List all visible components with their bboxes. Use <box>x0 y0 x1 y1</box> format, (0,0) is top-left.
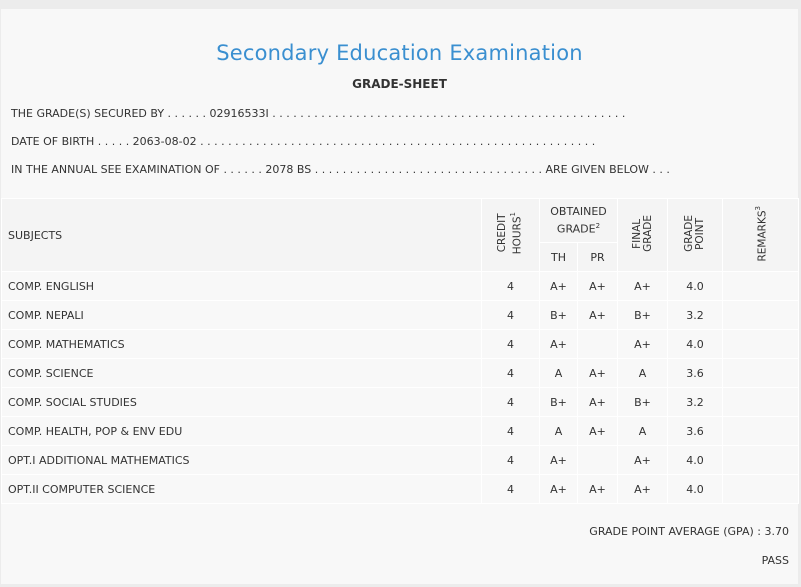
remarks-cell <box>723 417 799 446</box>
final-grade: B+ <box>618 388 668 417</box>
theory-grade: A <box>540 359 578 388</box>
credit-hours: 4 <box>482 417 540 446</box>
remarks-cell <box>723 446 799 475</box>
credit-hours: 4 <box>482 359 540 388</box>
exam-title: Secondary Education Examination <box>216 41 583 65</box>
practical-header: PR <box>578 243 618 272</box>
date-of-birth-line: DATE OF BIRTH . . . . . 2063-08-02 . . . . . . . . . . . . . . . . . . . . . . . . . . . . . . . . . . . . . . . . . . . . . . . . . . . . . . . . . <box>11 135 596 148</box>
grade-point: 3.2 <box>668 301 723 330</box>
practical-grade: A+ <box>578 301 618 330</box>
table-row <box>2 301 799 330</box>
final-grade: B+ <box>618 301 668 330</box>
final-grade: A <box>618 359 668 388</box>
remarks-cell <box>723 388 799 417</box>
grade-point: 3.6 <box>668 417 723 446</box>
table-row <box>2 475 799 504</box>
final-grade: A+ <box>618 475 668 504</box>
table-row <box>2 272 799 301</box>
final-grade: A+ <box>618 272 668 301</box>
subject-name: OPT.I ADDITIONAL MATHEMATICS <box>2 446 482 475</box>
credit-hours: 4 <box>482 272 540 301</box>
final-grade: A <box>618 417 668 446</box>
theory-header: TH <box>540 243 578 272</box>
credit-hours-header: CREDIT HOURS$^1$ <box>482 199 540 272</box>
practical-grade <box>578 330 618 359</box>
grade-point: 4.0 <box>668 475 723 504</box>
remarks-header: REMARKS$^3$ <box>723 199 799 272</box>
grade-point: 4.0 <box>668 330 723 359</box>
theory-grade: A+ <box>540 330 578 359</box>
subject-name: COMP. MATHEMATICS <box>2 330 482 359</box>
subject-name: COMP. ENGLISH <box>2 272 482 301</box>
table-row <box>2 446 799 475</box>
theory-grade: B+ <box>540 301 578 330</box>
table-row <box>2 417 799 446</box>
subjects-header: SUBJECTS <box>2 199 482 272</box>
grade-point: 4.0 <box>668 272 723 301</box>
practical-grade <box>578 446 618 475</box>
theory-grade: A+ <box>540 475 578 504</box>
practical-grade: A+ <box>578 272 618 301</box>
grade-point: 3.6 <box>668 359 723 388</box>
theory-grade: A+ <box>540 446 578 475</box>
table-row <box>2 330 799 359</box>
final-grade-header: FINAL GRADE <box>618 199 668 272</box>
result-status: PASS <box>761 554 789 567</box>
grade-point-header: GRADE POINT <box>668 199 723 272</box>
obtained-grade-header: OBTAINED GRADE$^2$ <box>540 199 618 243</box>
grade-point: 3.2 <box>668 388 723 417</box>
grades-table <box>1 198 799 504</box>
credit-hours: 4 <box>482 388 540 417</box>
remarks-cell <box>723 272 799 301</box>
subject-name: COMP. NEPALI <box>2 301 482 330</box>
subject-name: COMP. HEALTH, POP & ENV EDU <box>2 417 482 446</box>
exam-year-line: IN THE ANNUAL SEE EXAMINATION OF . . . . . . 2078 BS . . . . . . . . . . . . . . . . . . . . . . . . . . . . . . . . . ARE GIVEN BELOW . . . <box>11 163 670 176</box>
credit-hours: 4 <box>482 301 540 330</box>
student-symbol-line: THE GRADE(S) SECURED BY . . . . . . 02916533I . . . . . . . . . . . . . . . . . . . . . . . . . . . . . . . . . . . . . . . . . . . . . . . . . . . <box>11 107 626 120</box>
theory-grade: A+ <box>540 272 578 301</box>
credit-hours: 4 <box>482 475 540 504</box>
practical-grade: A+ <box>578 475 618 504</box>
grade-point: 4.0 <box>668 446 723 475</box>
subject-name: OPT.II COMPUTER SCIENCE <box>2 475 482 504</box>
subject-name: COMP. SCIENCE <box>2 359 482 388</box>
credit-hours: 4 <box>482 330 540 359</box>
credit-hours: 4 <box>482 446 540 475</box>
grade-sheet-heading: GRADE-SHEET <box>352 77 447 91</box>
theory-grade: B+ <box>540 388 578 417</box>
practical-grade: A+ <box>578 388 618 417</box>
final-grade: A+ <box>618 446 668 475</box>
table-row <box>2 388 799 417</box>
table-row <box>2 359 799 388</box>
practical-grade: A+ <box>578 417 618 446</box>
practical-grade: A+ <box>578 359 618 388</box>
remarks-cell <box>723 301 799 330</box>
remarks-cell <box>723 359 799 388</box>
final-grade: A+ <box>618 330 668 359</box>
theory-grade: A <box>540 417 578 446</box>
grade-sheet <box>1 9 798 584</box>
subject-name: COMP. SOCIAL STUDIES <box>2 388 482 417</box>
gpa-summary: GRADE POINT AVERAGE (GPA) : 3.70 <box>589 525 789 538</box>
remarks-cell <box>723 475 799 504</box>
remarks-cell <box>723 330 799 359</box>
